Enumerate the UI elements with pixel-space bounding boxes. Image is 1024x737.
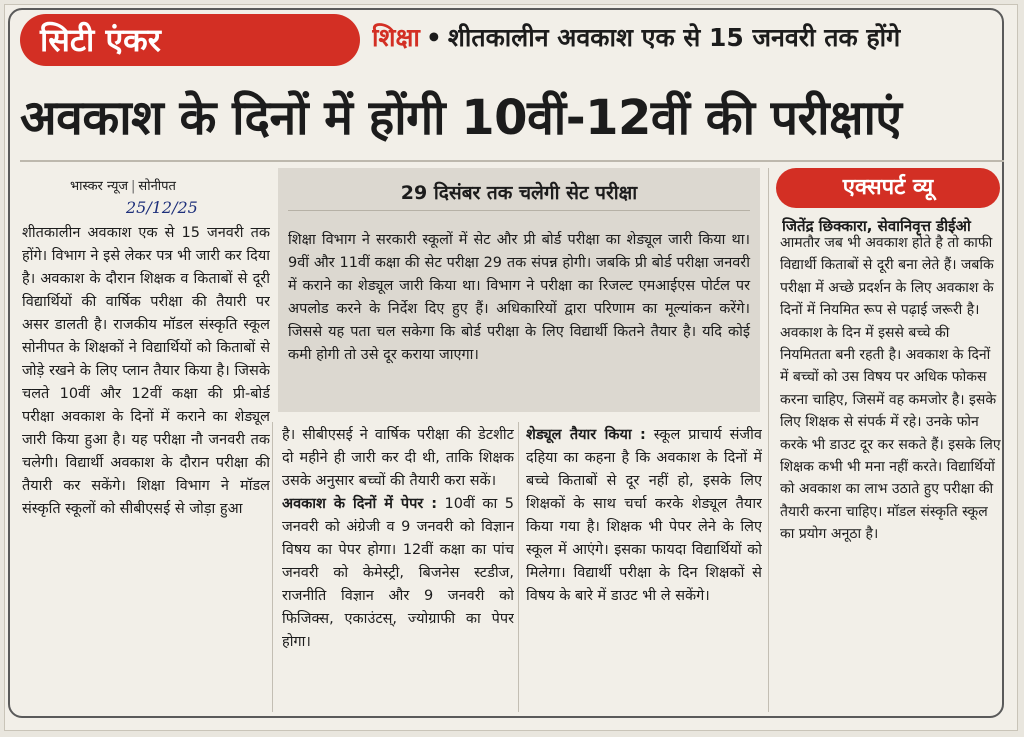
bullet-icon: • bbox=[425, 23, 442, 52]
box-text: शिक्षा विभाग ने सरकारी स्कूलों में सेट और प्री बोर्ड परीक्षा का शेड्यूल जारी किया था। 9वीं और 11वीं कक्षा की सेट परीक्षा 29 तक संपन्न होगी। जबकि प्री बोर्ड परीक्षा जनवरी में कराने का शेड्यूल जारी किया था। विभाग ने परीक्षा का रिजल्ट एमआईएस पोर्टल पर अपलोड करने के निर्देश दिए हुए हैं। अधिकारियों द्वारा परिणाम का मूल्यांकन करेंगे। जिससे यह पता चल सकेगा कि बोर्ड परीक्षा के लिए विद्यार्थी कितने तैयार है। यदि कोई कमी होगी तो उसे दूर कराया जाएगा। bbox=[288, 232, 750, 363]
article-column-3 bbox=[526, 424, 762, 714]
subhead-papers: अवकाश के दिनों में पेपर : bbox=[282, 496, 438, 512]
box-title: 29 दिसंबर तक चलेगी सेट परीक्षा bbox=[288, 176, 750, 211]
article-paragraph-2 bbox=[282, 493, 514, 654]
handwritten-date: 25/12/25 bbox=[126, 198, 198, 217]
article-text-3: स्कूल प्राचार्य संजीव दहिया का कहना है कि अवकाश के दिनों में बच्चे किताबों से दूर नहीं हो, इसके लिए शिक्षकों के साथ चर्चा करके शेड्यूल तैयार किया गया है। शिक्षक भी पेपर लेने के लिए स्कूल में आएंगे। इसका फायदा विद्यार्थियों को मिलेगा। विद्यार्थी परीक्षा के दिन शिक्षकों से विषय के बारे में डाउट भी ले सकेंगे। bbox=[526, 427, 762, 604]
sidebar-box bbox=[278, 168, 760, 412]
expert-view-tag: एक्सपर्ट व्यू bbox=[776, 168, 1000, 208]
article-paragraph-3 bbox=[526, 424, 762, 608]
section-tag: सिटी एंकर bbox=[20, 14, 360, 66]
column-divider bbox=[518, 422, 519, 712]
column-divider bbox=[768, 168, 769, 712]
article-text-2: है। सीबीएसई ने वार्षिक परीक्षा की डेटशीट दो महीने ही जारी कर दी थी, ताकि शिक्षक उसके अनुसार बच्चों की तैयारी करा सकें। bbox=[282, 427, 514, 489]
kicker-label: शिक्षा bbox=[372, 23, 420, 52]
article-text-2b: 10वीं का 5 जनवरी को अंग्रेजी व 9 जनवरी को विज्ञान विषय का पेपर होगा। 12वीं कक्षा का पांच जनवरी को केमेस्ट्री, बिजनेस स्टडीज, राजनीति विज्ञान और 9 जनवरी को फिजिक्स, एकाउंटस्, ज्योग्राफी का पेपर होगा। bbox=[282, 496, 514, 650]
kicker-text: शीतकालीन अवकाश एक से 15 जनवरी तक होंगे bbox=[447, 23, 901, 52]
article-column-2 bbox=[282, 424, 514, 714]
subhead-schedule: शेड्यूल तैयार किया : bbox=[526, 427, 646, 443]
article-column-1 bbox=[22, 222, 270, 712]
column-divider bbox=[272, 422, 273, 712]
headline: अवकाश के दिनों में होंगी 10वीं-12वीं की परीक्षाएं bbox=[20, 90, 902, 146]
kicker bbox=[372, 16, 1002, 60]
expert-text: आमतौर जब भी अवकाश होते है तो काफी विद्यार्थी किताबों से दूरी बना लेते हैं। जबकि परीक्षा में अच्छे प्रदर्शन के लिए अवकाश के दिनों में नियमित रूप से पढ़ाई जरूरी है। अवकाश के दिन में इससे बच्चे की नियमितता बनी रहती है। अवकाश के दिनों में बच्चों को उस विषय पर अधिक फोकस करना चाहिए, जिसमें वह कमजोर है। इसके लिए शिक्षक से संपर्क में रहे। उनके फोन करके भी डाउट दूर कर सकते हैं। इसके लिए शिक्षक कभी भी मना नहीं करते। विद्यार्थियों को अवकाश का लाभ उठाते हुए परीक्षा की तैयारी करना चाहिए। मॉडल संस्कृति स्कूल का प्रयोग अनूठा है। bbox=[780, 235, 1001, 543]
byline: भास्कर न्यूज | सोनीपत bbox=[70, 179, 176, 194]
expert-name: जितेंद्र छिक्कारा, सेवानिवृत्त डीईओ bbox=[782, 217, 971, 235]
article-text-1: शीतकालीन अवकाश एक से 15 जनवरी तक होंगे। विभाग ने इसे लेकर पत्र भी जारी कर दिया है। अवकाश के दौरान शिक्षक व किताबों से दूरी विद्यार्थियों की वार्षिक परीक्षा की तैयारी पर असर डालती है। राजकीय मॉडल संस्कृति स्कूल सोनीपत के शिक्षकों ने विद्यार्थियों को किताबों से जोड़े रखने के लिए प्लान तैयार किया है। जिसके चलते 10वीं और 12वीं कक्षा की प्री-बोर्ड परीक्षा अवकाश के दिनों में कराने का शेड्यूल जारी किया हुआ है। यह परीक्षा नौ जनवरी तक चलेगी। विद्यार्थी अवकाश के दौरान परीक्षा की तैयारी कर सकेंगे। शिक्षा विभाग ने मॉडल संस्कृति स्कूलों को सीबीएसई से जोड़ा हुआ bbox=[22, 225, 270, 517]
byline-agency: भास्कर न्यूज bbox=[70, 179, 129, 194]
divider bbox=[20, 160, 1004, 162]
byline-place: सोनीपत bbox=[138, 179, 176, 194]
expert-column bbox=[780, 232, 1002, 712]
